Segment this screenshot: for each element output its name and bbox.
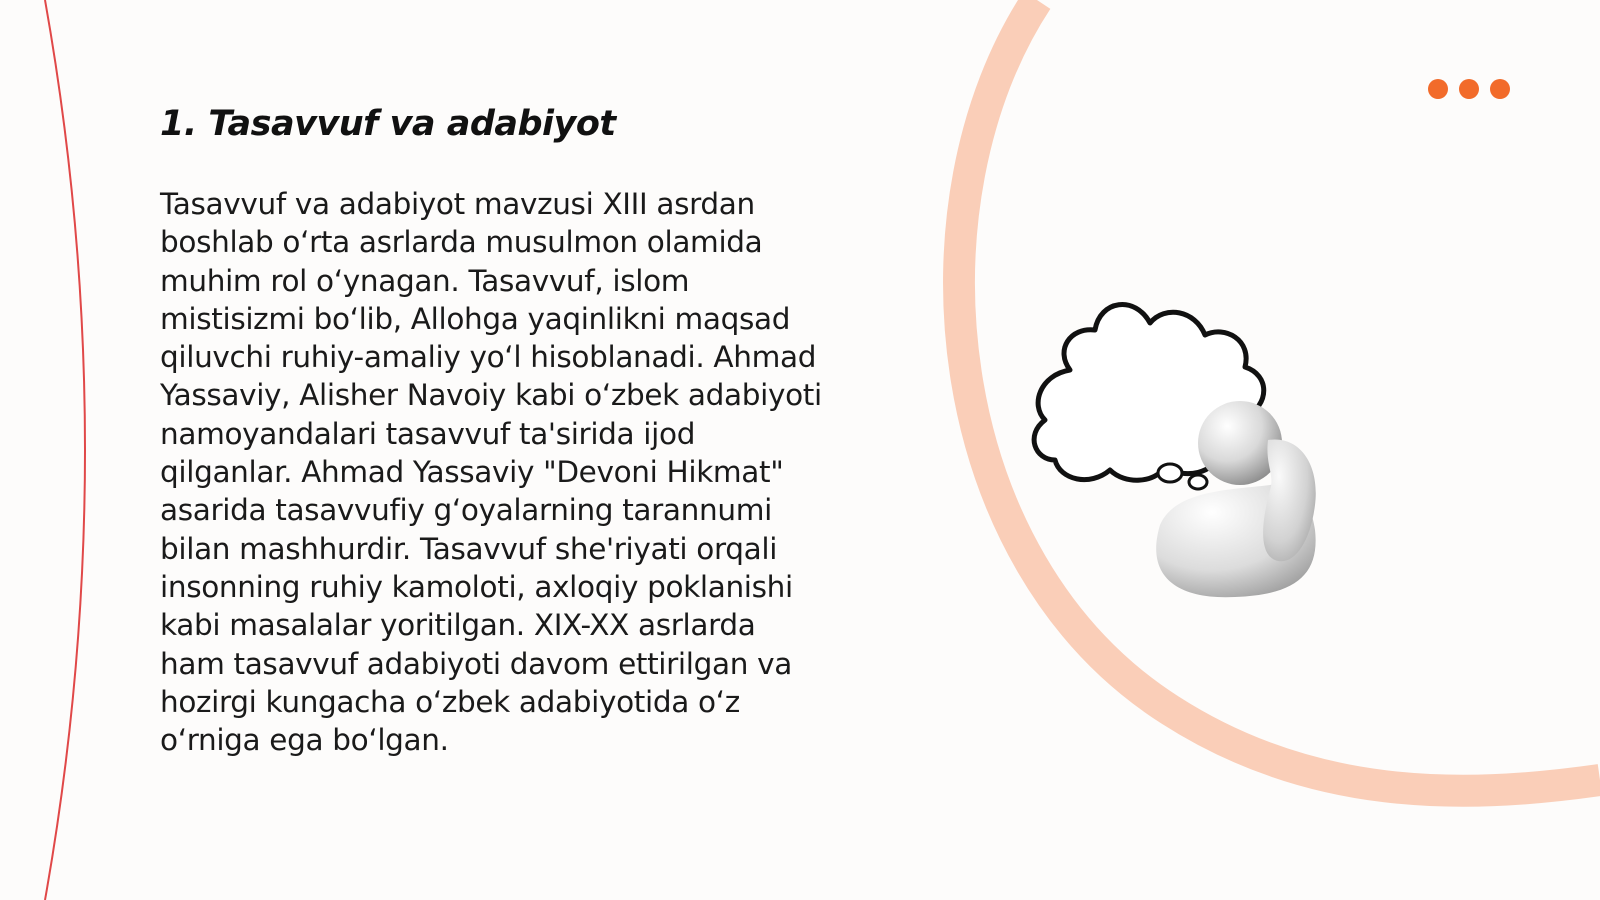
body-line: hozirgi kungacha oʻzbek adabiyotida oʻz <box>160 684 740 719</box>
slide-title: 1. Tasavvuf va adabiyot <box>160 104 616 144</box>
body-line: insonning ruhiy kamoloti, axloqiy poklanishi <box>160 569 793 604</box>
body-line: bilan mashhurdir. Tasavvuf she'riyati orqali <box>160 531 778 566</box>
thinking-person-illustration <box>1030 275 1350 615</box>
slide-body-text <box>160 185 880 759</box>
body-line: namoyandalari tasavvuf ta'sirida ijod <box>160 416 696 451</box>
dot-icon <box>1490 79 1510 99</box>
dot-icon <box>1428 79 1448 99</box>
body-line: mistisizmi boʻlib, Allohga yaqinlikni maqsad <box>160 301 791 336</box>
body-line: qilganlar. Ahmad Yassaviy "Devoni Hikmat" <box>160 455 784 490</box>
dot-icon <box>1459 79 1479 99</box>
body-line: ham tasavvuf adabiyoti davom ettirilgan va <box>160 646 792 681</box>
body-line: asarida tasavvufiy gʻoyalarning tarannumi <box>160 493 772 528</box>
body-line: muhim rol oʻynagan. Tasavvuf, islom <box>160 263 690 298</box>
left-accent-line <box>45 0 85 900</box>
body-line: kabi masalalar yoritilgan. XIX-XX asrlarda <box>160 608 756 643</box>
more-dots-icon <box>1428 79 1510 99</box>
body-line: oʻrniga ega boʻlgan. <box>160 723 449 758</box>
body-line: boshlab oʻrta asrlarda musulmon olamida <box>160 225 763 260</box>
body-line: Tasavvuf va adabiyot mavzusi XIII asrdan <box>160 187 755 221</box>
body-line: Yassaviy, Alisher Navoiy kabi oʻzbek adabiyoti <box>160 378 822 413</box>
body-line: qiluvchi ruhiy-amaliy yoʻl hisoblanadi. Ahmad <box>160 340 817 375</box>
